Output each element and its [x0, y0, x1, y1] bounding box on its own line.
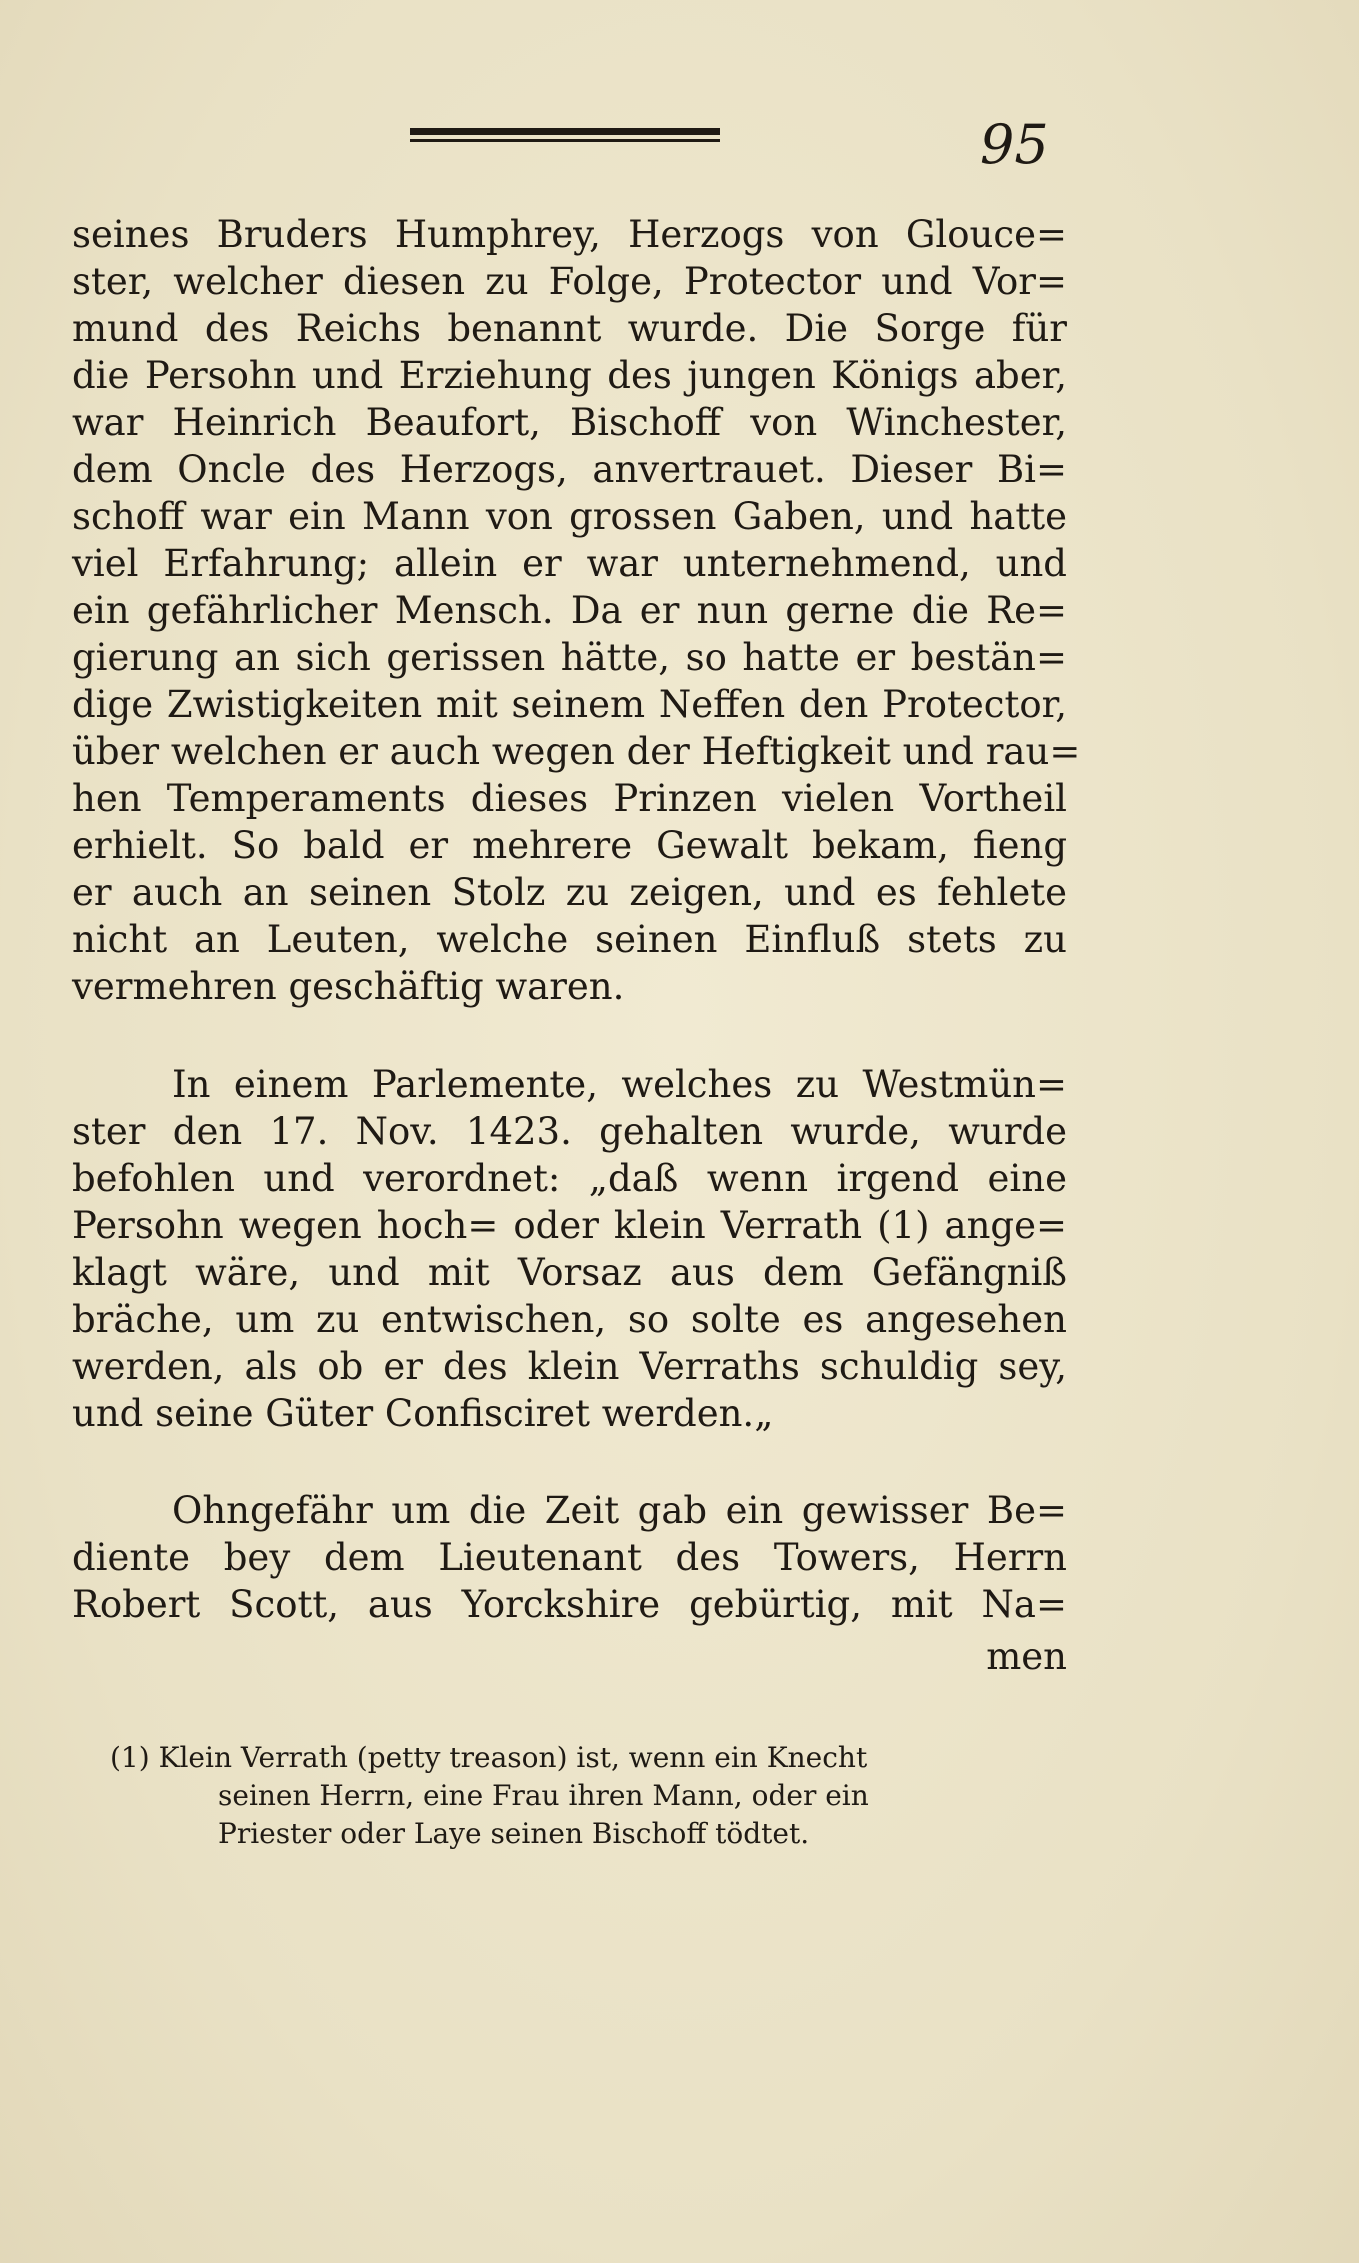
text-line: ster, welcher diesen zu Folge, Protector und Vor= — [72, 260, 1067, 303]
text-line: bräche, um zu entwischen, so solte es angesehen — [72, 1298, 1067, 1341]
text-line: Ohngefähr um die Zeit gab ein gewisser Be= — [172, 1489, 1067, 1532]
page-number: 95 — [980, 113, 1049, 176]
text-line: und seine Güter Confisciret werden.„ — [72, 1392, 774, 1435]
text-line: diente bey dem Lieutenant des Towers, Herrn — [72, 1536, 1067, 1579]
text-line: Robert Scott, aus Yorckshire gebürtig, mit Na= — [72, 1583, 1067, 1626]
header-rule — [410, 128, 720, 146]
text-line: erhielt. So bald er mehrere Gewalt bekam, fieng — [72, 824, 1067, 867]
text-line: In einem Parlemente, welches zu Westmün= — [172, 1063, 1067, 1106]
text-line: war Heinrich Beaufort, Bischoff von Winchester, — [72, 401, 1067, 444]
text-line: über welchen er auch wegen der Heftigkeit und rau= — [72, 730, 1081, 773]
text-line: Persohn wegen hoch= oder klein Verrath (1) ange= — [72, 1204, 1067, 1247]
header-rule-thin — [410, 139, 720, 142]
text-line: ein gefährlicher Mensch. Da er nun gerne die Re= — [72, 589, 1067, 632]
text-line: viel Erfahrung; allein er war unternehmend, und — [72, 542, 1067, 585]
catchword: men — [986, 1635, 1067, 1678]
footnote-line: seinen Herrn, eine Frau ihren Mann, oder ein — [218, 1779, 869, 1812]
text-line: werden, als ob er des klein Verraths schuldig sey, — [72, 1345, 1067, 1388]
text-line: vermehren geschäftig waren. — [72, 965, 625, 1008]
text-line: befohlen und verordnet: „daß wenn irgend eine — [72, 1157, 1067, 1200]
text-line: die Persohn und Erziehung des jungen Königs aber, — [72, 354, 1067, 397]
footnote-line: (1) Klein Verrath (petty treason) ist, wenn ein Knecht — [110, 1741, 868, 1774]
text-line: nicht an Leuten, welche seinen Einfluß stets zu — [72, 918, 1067, 961]
text-line: dem Oncle des Herzogs, anvertrauet. Dieser Bi= — [72, 448, 1067, 491]
text-line: dige Zwistigkeiten mit seinem Neffen den Protector, — [72, 683, 1067, 726]
text-line: ster den 17. Nov. 1423. gehalten wurde, wurde — [72, 1110, 1067, 1153]
text-line: mund des Reichs benannt wurde. Die Sorge für — [72, 307, 1067, 350]
text-line: er auch an seinen Stolz zu zeigen, und es fehlete — [72, 871, 1067, 914]
text-line: hen Temperaments dieses Prinzen vielen Vortheil — [72, 777, 1067, 820]
text-line: seines Bruders Humphrey, Herzogs von Glouce= — [72, 213, 1067, 256]
footnote-line: Priester oder Laye seinen Bischoff tödtet. — [218, 1817, 810, 1850]
text-line: klagt wäre, und mit Vorsaz aus dem Gefängniß — [72, 1251, 1067, 1294]
text-line: gierung an sich gerissen hätte, so hatte er bestän= — [72, 636, 1067, 679]
header-rule-thick — [410, 128, 720, 135]
text-line: schoff war ein Mann von grossen Gaben, und hatte — [72, 495, 1067, 538]
